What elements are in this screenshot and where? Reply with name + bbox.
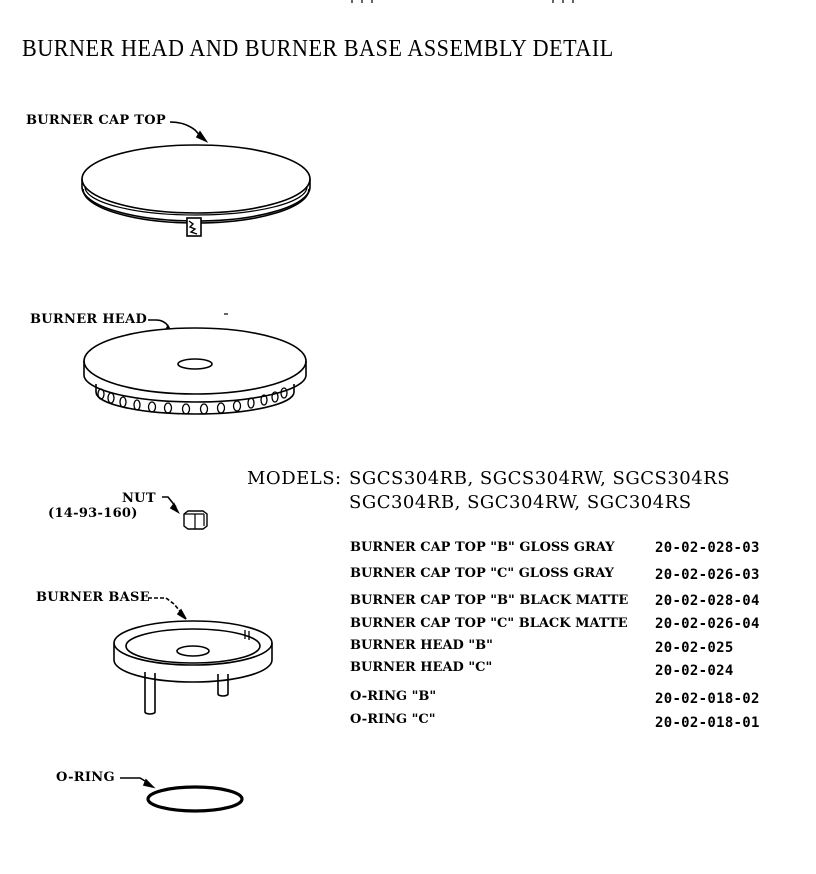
callout-burner-base: BURNER BASE (36, 590, 150, 605)
part-number: 20-02-024 (655, 663, 734, 679)
burner-base-drawing (114, 598, 272, 714)
callout-o-ring: O-RING (56, 770, 115, 785)
page-title: BURNER HEAD AND BURNER BASE ASSEMBLY DETAIL (22, 36, 614, 62)
part-number: 20-02-025 (655, 640, 734, 656)
burner-cap-top-drawing (82, 122, 310, 236)
callout-nut-part-number: (14-93-160) (48, 506, 138, 521)
part-number: 20-02-018-01 (655, 715, 760, 731)
part-description: BURNER CAP TOP "C" BLACK MATTE (350, 616, 628, 631)
part-number: 20-02-028-03 (655, 540, 760, 556)
part-number: 20-02-018-02 (655, 691, 760, 707)
part-number: 20-02-026-04 (655, 616, 760, 632)
part-description: BURNER CAP TOP "B" GLOSS GRAY (350, 540, 615, 555)
nut-drawing (162, 497, 207, 529)
part-description: BURNER HEAD "C" (350, 660, 493, 675)
part-description: BURNER HEAD "B" (350, 638, 493, 653)
callout-burner-head: BURNER HEAD (30, 312, 148, 327)
part-number: 20-02-026-03 (655, 567, 760, 583)
burner-head-drawing (84, 314, 306, 414)
callout-nut: NUT (122, 491, 156, 506)
models-line-1: SGCS304RB, SGCS304RW, SGCS304RS (349, 468, 731, 489)
callout-burner-cap-top: BURNER CAP TOP (26, 113, 166, 128)
part-description: O-RING "C" (350, 712, 436, 727)
part-number: 20-02-028-04 (655, 593, 760, 609)
part-description: BURNER CAP TOP "B" BLACK MATTE (350, 593, 629, 608)
part-description: O-RING "B" (350, 689, 437, 704)
o-ring-drawing (120, 778, 242, 811)
models-line-2: SGC304RB, SGC304RW, SGC304RS (349, 492, 692, 513)
part-description: BURNER CAP TOP "C" GLOSS GRAY (350, 566, 614, 581)
models-label: MODELS: (247, 468, 342, 489)
